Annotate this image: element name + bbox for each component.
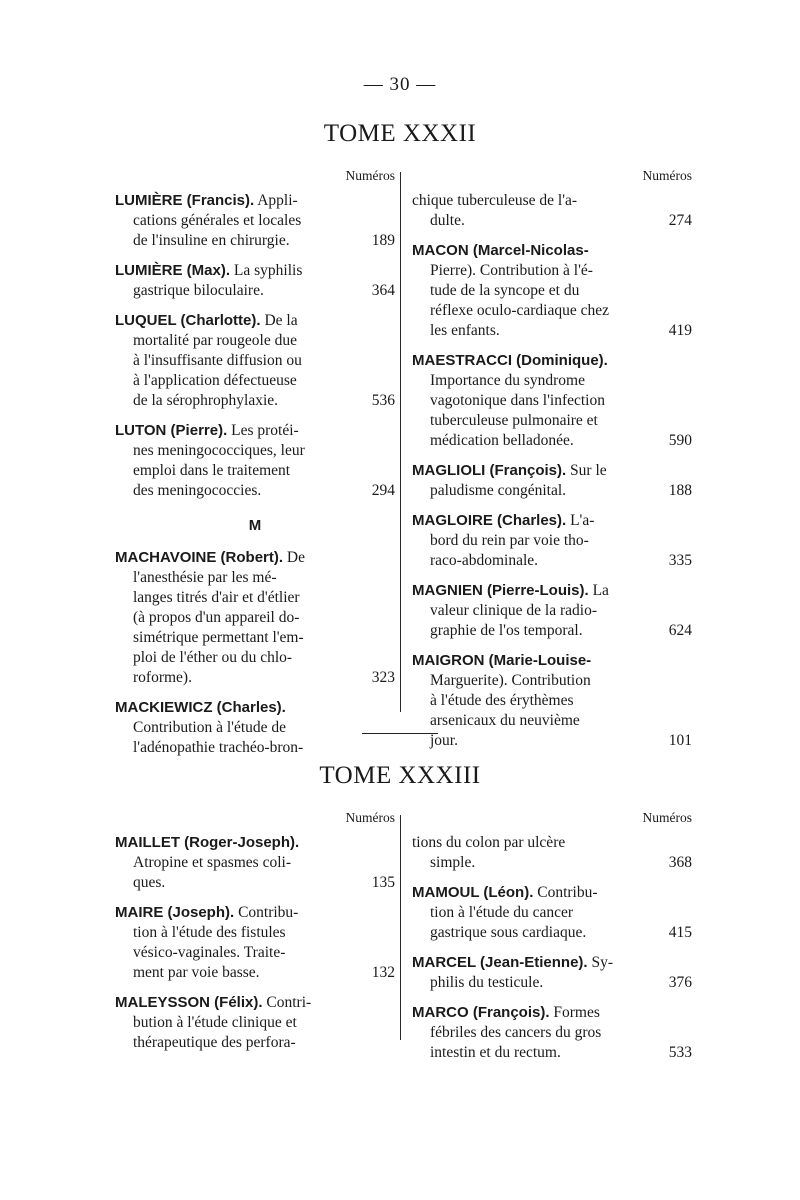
entry-text: vésico-vaginales. Traite- xyxy=(133,944,286,961)
entry-text: tions du colon par ulcère xyxy=(412,834,566,851)
entry-text: De xyxy=(286,549,305,566)
entry-line xyxy=(115,943,395,963)
author-name: MACKIEWICZ (Charles). xyxy=(115,699,286,716)
entry-text: L'a- xyxy=(570,512,595,529)
entry-line xyxy=(115,923,395,943)
index-entry xyxy=(412,241,692,341)
entry-text: gastrique sous cardiaque. xyxy=(430,924,587,941)
author-name: MAESTRACCI (Dominique). xyxy=(412,352,608,369)
index-entry xyxy=(412,651,692,751)
entry-number: 533 xyxy=(668,1044,692,1061)
column-divider xyxy=(400,172,401,712)
numeros-header: Numéros xyxy=(345,168,395,183)
entry-number: 132 xyxy=(371,964,395,981)
entry-text: La syphilis xyxy=(233,262,303,279)
entry-text: à l'étude des érythèmes xyxy=(430,692,574,709)
author-name: MARCEL (Jean-Etienne). xyxy=(412,954,588,971)
entry-text: tuberculeuse pulmonaire et xyxy=(430,412,598,429)
entry-line xyxy=(115,833,395,853)
entry-line xyxy=(412,531,692,551)
entry-line xyxy=(115,548,395,568)
entry-line xyxy=(412,923,692,943)
entry-text: jour. xyxy=(430,732,458,749)
entry-text: bord du rein par voie tho- xyxy=(430,532,589,549)
entry-line xyxy=(412,711,692,731)
entry-text: à l'application défectueuse xyxy=(133,372,297,389)
entry-number: 101 xyxy=(668,732,692,749)
entry-text: l'anesthésie par les mé- xyxy=(133,569,277,586)
numeros-header: Numéros xyxy=(642,810,692,825)
entry-text: thérapeutique des perfora- xyxy=(133,1034,296,1051)
entry-line xyxy=(412,731,692,751)
tome-title: TOME XXXII xyxy=(323,120,477,147)
entry-line xyxy=(412,241,692,261)
author-name: LUTON (Pierre). xyxy=(115,422,228,439)
entry-line xyxy=(412,833,692,853)
entry-number: 274 xyxy=(668,212,692,229)
author-name: MARCO (François). xyxy=(412,1004,550,1021)
tome-title: TOME XXXIII xyxy=(319,762,481,789)
entry-text: roforme). xyxy=(133,669,192,686)
entry-line xyxy=(115,963,395,983)
index-entry xyxy=(412,461,692,501)
entry-line xyxy=(115,191,395,211)
entry-number: 590 xyxy=(668,432,692,449)
entry-line xyxy=(115,853,395,873)
entry-text: réflexe oculo-cardiaque chez xyxy=(430,302,609,319)
entry-line xyxy=(115,1013,395,1033)
author-name: LUMIÈRE (Max). xyxy=(115,262,231,279)
entry-line xyxy=(412,621,692,641)
entry-line xyxy=(412,211,692,231)
left-column xyxy=(115,810,395,1063)
entry-text: chique tuberculeuse de l'a- xyxy=(412,192,578,209)
entry-text: ploi de l'éther ou du chlo- xyxy=(133,649,293,666)
entry-line xyxy=(115,211,395,231)
entry-text: nes meningococciques, leur xyxy=(133,442,305,459)
entry-text: Contribu- xyxy=(238,904,299,921)
entry-text: Contribution à l'étude de xyxy=(133,719,287,736)
entry-text: Pierre). Contribution à l'é- xyxy=(430,262,593,279)
entry-line xyxy=(412,1023,692,1043)
author-name: LUMIÈRE (Francis). xyxy=(115,192,255,209)
entry-text: valeur clinique de la radio- xyxy=(430,602,597,619)
author-name: MALEYSSON (Félix). xyxy=(115,994,263,1011)
entry-line xyxy=(115,351,395,371)
entry-text: des meningococcies. xyxy=(133,482,262,499)
right-column xyxy=(412,810,692,1073)
index-entry xyxy=(115,698,395,758)
entry-number: 419 xyxy=(668,322,692,339)
entry-text: emploi dans le traitement xyxy=(133,462,291,479)
entry-line xyxy=(412,1043,692,1063)
entry-text: dulte. xyxy=(430,212,465,229)
entry-text: médication belladonée. xyxy=(430,432,574,449)
entry-text: à l'insuffisante diffusion ou xyxy=(133,352,302,369)
entry-text: Marguerite). Contribution xyxy=(430,672,591,689)
entry-number: 135 xyxy=(371,874,395,891)
entry-line xyxy=(412,953,692,973)
entry-line xyxy=(115,311,395,331)
entry-text: bution à l'étude clinique et xyxy=(133,1014,297,1031)
index-entry xyxy=(412,883,692,943)
index-entry xyxy=(115,421,395,501)
entry-line xyxy=(115,331,395,351)
entry-text: Contri- xyxy=(266,994,312,1011)
entry-text: Sy- xyxy=(591,954,613,971)
index-entry xyxy=(412,833,692,873)
entry-text: ment par voie basse. xyxy=(133,964,260,981)
entry-line xyxy=(412,691,692,711)
entry-line xyxy=(412,431,692,451)
entry-line xyxy=(412,973,692,993)
index-entry xyxy=(115,833,395,893)
right-column xyxy=(412,168,692,761)
author-name: MACHAVOINE (Robert). xyxy=(115,549,284,566)
entry-text: ques. xyxy=(133,874,166,891)
entry-line xyxy=(412,301,692,321)
index-entry xyxy=(412,191,692,231)
entry-line xyxy=(412,551,692,571)
entry-line xyxy=(115,421,395,441)
entry-line xyxy=(115,441,395,461)
entry-text: les enfants. xyxy=(430,322,500,339)
entry-text: Atropine et spasmes coli- xyxy=(133,854,291,871)
entry-text: raco-abdominale. xyxy=(430,552,539,569)
entry-text: de l'insuline en chirurgie. xyxy=(133,232,290,249)
entry-line xyxy=(412,903,692,923)
entry-line xyxy=(412,651,692,671)
entry-text: Sur le xyxy=(570,462,607,479)
entry-line xyxy=(115,608,395,628)
entry-line xyxy=(115,668,395,688)
author-name: MAIRE (Joseph). xyxy=(115,904,235,921)
entry-line xyxy=(115,993,395,1013)
entry-line xyxy=(115,903,395,923)
index-entry xyxy=(115,191,395,251)
section-letter: M xyxy=(248,517,262,534)
left-column xyxy=(115,168,395,768)
author-name: LUQUEL (Charlotte). xyxy=(115,312,261,329)
author-name: MAMOUL (Léon). xyxy=(412,884,534,901)
index-entry xyxy=(412,581,692,641)
page-number: — 30 — xyxy=(363,74,437,95)
entry-text: simétrique permettant l'em- xyxy=(133,629,304,646)
entry-line xyxy=(412,261,692,281)
entry-line xyxy=(115,738,395,758)
entry-line xyxy=(412,461,692,481)
entry-text: intestin et du rectum. xyxy=(430,1044,561,1061)
entry-line xyxy=(412,601,692,621)
author-name: MAGNIEN (Pierre-Louis). xyxy=(412,582,589,599)
entry-number: 323 xyxy=(371,669,395,686)
entry-line xyxy=(412,371,692,391)
entry-number: 415 xyxy=(668,924,692,941)
entry-line xyxy=(115,648,395,668)
entry-line xyxy=(412,391,692,411)
entry-number: 188 xyxy=(668,482,692,499)
entry-line xyxy=(412,853,692,873)
entry-text: tude de la syncope et du xyxy=(430,282,580,299)
entry-line xyxy=(412,281,692,301)
entry-text: Appli- xyxy=(257,192,298,209)
author-name: MAIGRON (Marie-Louise- xyxy=(412,652,592,669)
entry-line xyxy=(115,481,395,501)
entry-text: simple. xyxy=(430,854,476,871)
entry-text: Importance du syndrome xyxy=(430,372,585,389)
entry-line xyxy=(115,261,395,281)
index-entry xyxy=(115,993,395,1053)
entry-text: gastrique biloculaire. xyxy=(133,282,264,299)
entry-line xyxy=(115,588,395,608)
index-entry xyxy=(412,1003,692,1063)
entry-text: l'adénopathie trachéo-bron- xyxy=(133,739,304,756)
entry-text: vagotonique dans l'infection xyxy=(430,392,605,409)
index-entry xyxy=(412,511,692,571)
entry-text: langes titrés d'air et d'étlier xyxy=(133,589,300,606)
entry-line xyxy=(412,511,692,531)
index-entry xyxy=(115,261,395,301)
entry-text: paludisme congénital. xyxy=(430,482,567,499)
author-name: MAILLET (Roger-Joseph). xyxy=(115,834,300,851)
index-entry xyxy=(412,953,692,993)
entry-text: Contribu- xyxy=(537,884,598,901)
entry-line xyxy=(412,191,692,211)
entry-line xyxy=(412,671,692,691)
entry-number: 294 xyxy=(371,482,395,499)
entry-line xyxy=(115,1033,395,1053)
entry-text: mortalité par rougeole due xyxy=(133,332,297,349)
entry-text: fébriles des cancers du gros xyxy=(430,1024,602,1041)
numeros-header: Numéros xyxy=(642,168,692,183)
entry-line xyxy=(115,873,395,893)
entry-line xyxy=(115,628,395,648)
author-name: MAGLIOLI (François). xyxy=(412,462,567,479)
author-name: MACON (Marcel-Nicolas- xyxy=(412,242,589,259)
section-divider xyxy=(362,733,438,734)
entry-line xyxy=(115,231,395,251)
entry-line xyxy=(115,281,395,301)
entry-number: 624 xyxy=(668,622,692,639)
entry-line xyxy=(115,698,395,718)
entry-number: 364 xyxy=(371,282,395,299)
entry-line xyxy=(115,391,395,411)
numeros-header: Numéros xyxy=(345,810,395,825)
entry-line xyxy=(412,481,692,501)
entry-line xyxy=(412,321,692,341)
entry-text: (à propos d'un appareil do- xyxy=(133,609,300,626)
entry-text: Les protéi- xyxy=(231,422,299,439)
entry-number: 335 xyxy=(668,552,692,569)
entry-line xyxy=(115,461,395,481)
entry-text: cations générales et locales xyxy=(133,212,302,229)
entry-number: 536 xyxy=(371,392,395,409)
entry-text: tion à l'étude du cancer xyxy=(430,904,574,921)
index-entry xyxy=(115,903,395,983)
entry-line xyxy=(115,718,395,738)
entry-text: arsenicaux du neuvième xyxy=(430,712,580,729)
entry-number: 189 xyxy=(371,232,395,249)
entry-text: De la xyxy=(264,312,298,329)
author-name: MAGLOIRE (Charles). xyxy=(412,512,567,529)
index-entry xyxy=(115,311,395,411)
entry-number: 376 xyxy=(668,974,692,991)
entry-line xyxy=(115,371,395,391)
entry-text: philis du testicule. xyxy=(430,974,544,991)
entry-number: 368 xyxy=(668,854,692,871)
column-divider xyxy=(400,815,401,1040)
entry-line xyxy=(115,568,395,588)
entry-line xyxy=(412,411,692,431)
entry-text: graphie de l'os temporal. xyxy=(430,622,583,639)
index-entry xyxy=(115,548,395,688)
entry-line xyxy=(412,351,692,371)
entry-text: Formes xyxy=(553,1004,600,1021)
index-entry xyxy=(412,351,692,451)
entry-line xyxy=(412,883,692,903)
entry-line xyxy=(412,581,692,601)
entry-text: de la sérophrophylaxie. xyxy=(133,392,279,409)
entry-text: La xyxy=(592,582,609,599)
entry-line xyxy=(412,1003,692,1023)
entry-text: tion à l'étude des fistules xyxy=(133,924,286,941)
